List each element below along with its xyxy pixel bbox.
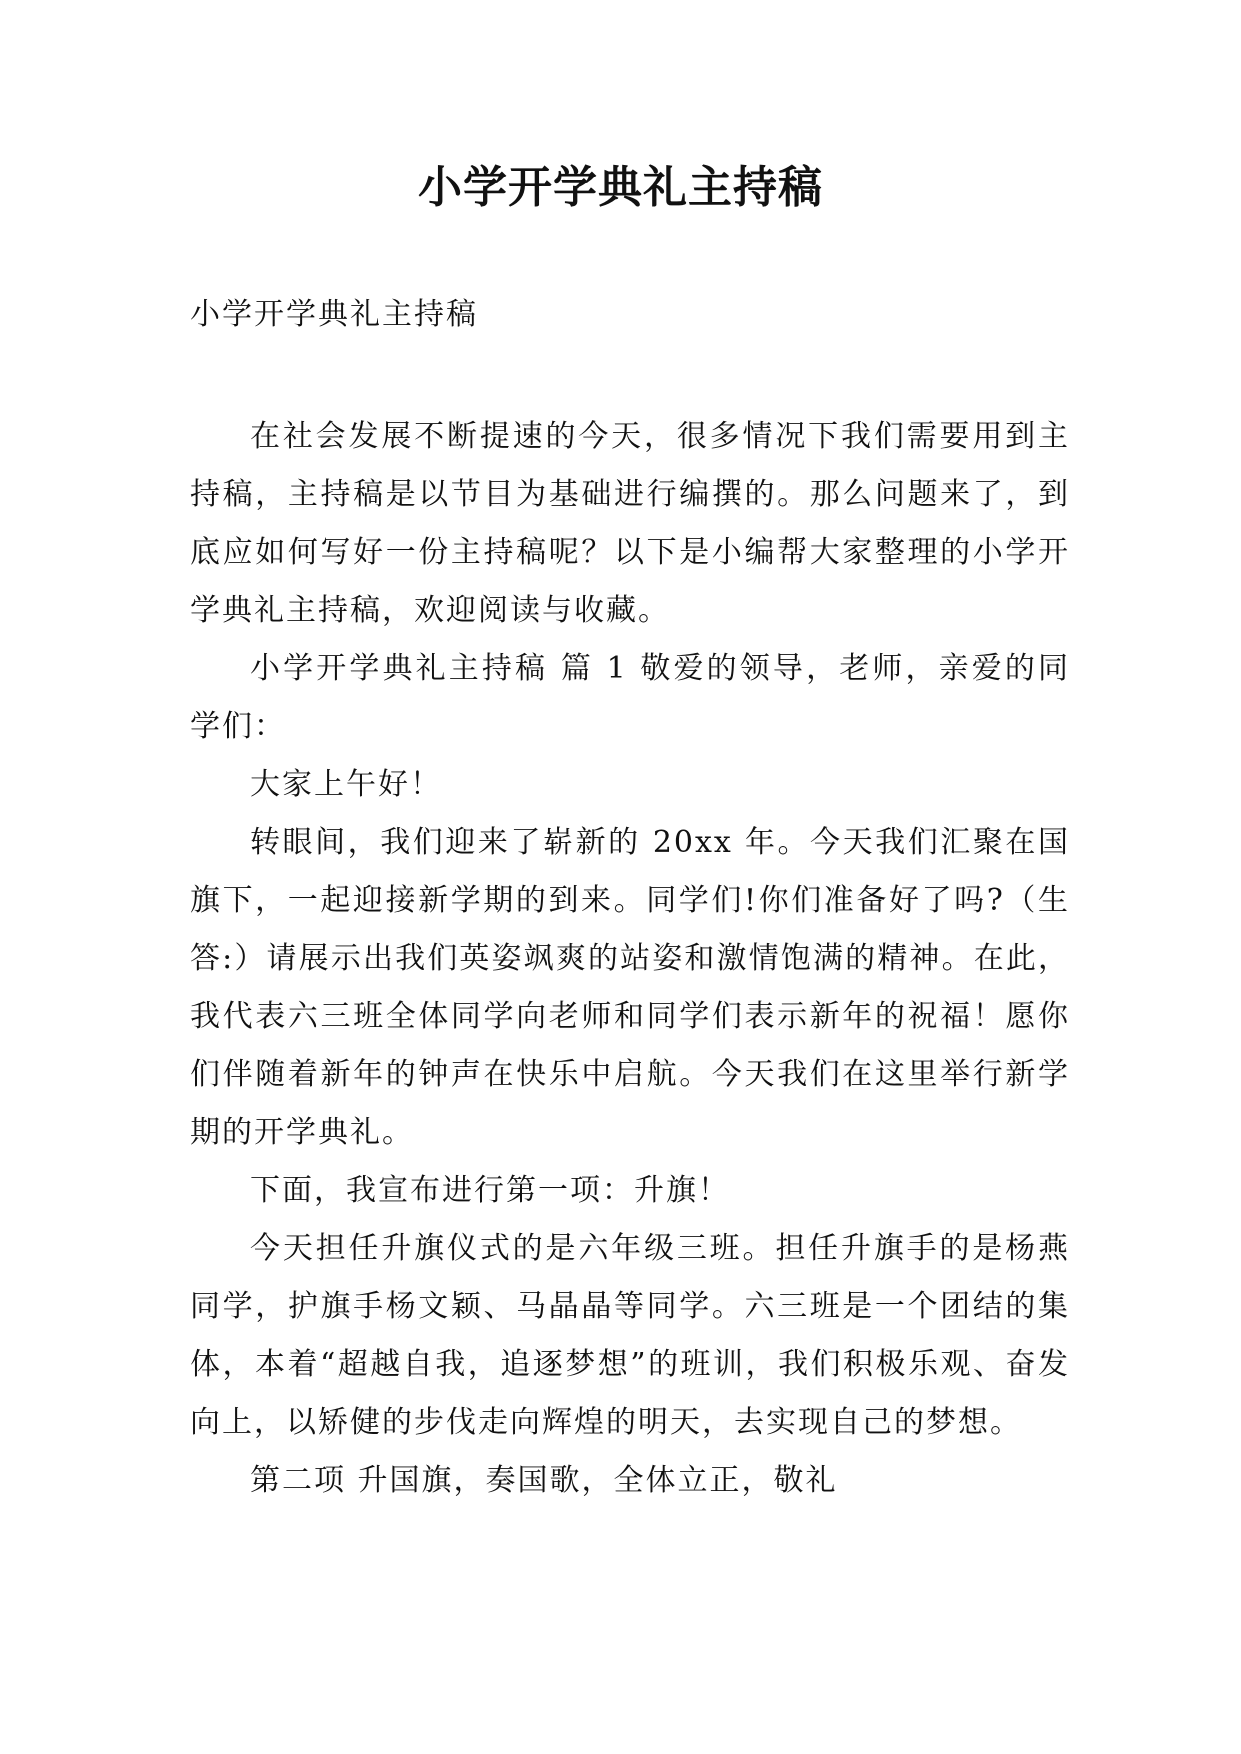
paragraph-item-one: 下面，我宣布进行第一项：升旗！: [250, 1173, 730, 1208]
paragraph-intro: 在社会发展不断提速的今天，很多情况下我们需要用到主持稿，主持稿是以节目为基础进行编撰的。那么问题来了，到底应如何写好一份主持稿呢？以下是小编帮大家整理的小学开学典礼主持稿，欢迎阅读与收藏。: [190, 419, 1070, 628]
document-title: 小学开学典礼主持稿: [418, 162, 823, 213]
paragraph-good-morning: 大家上午好！: [250, 767, 442, 802]
paragraph-new-year: 转眼间，我们迎来了崭新的 20xx 年。今天我们汇聚在国旗下，一起迎接新学期的到来。同学们!你们准备好了吗?（生答:）请展示出我们英姿飒爽的站姿和激情饱满的精神。在此，我代表六三班全体同学向老师和同学们表示新年的祝福！愿你们伴随着新年的钟声在快乐中启航。今天我们在这里举行新学期的开学典礼。: [190, 825, 1070, 1150]
paragraph-flag-raisers: 今天担任升旗仪式的是六年级三班。担任升旗手的是杨燕同学，护旗手杨文颖、马晶晶等同学。六三班是一个团结的集体，本着“超越自我，追逐梦想”的班训，我们积极乐观、奋发向上，以矫健的步伐走向辉煌的明天，去实现自己的梦想。: [190, 1231, 1070, 1440]
paragraph-item-two: 第二项 升国旗，奏国歌，全体立正，敬礼: [250, 1463, 838, 1498]
document-body: [190, 408, 1070, 1510]
paragraph-greeting: 小学开学典礼主持稿 篇 1 敬爱的领导，老师，亲爱的同学们：: [190, 651, 1070, 744]
document-subtitle: 小学开学典礼主持稿: [190, 297, 478, 332]
